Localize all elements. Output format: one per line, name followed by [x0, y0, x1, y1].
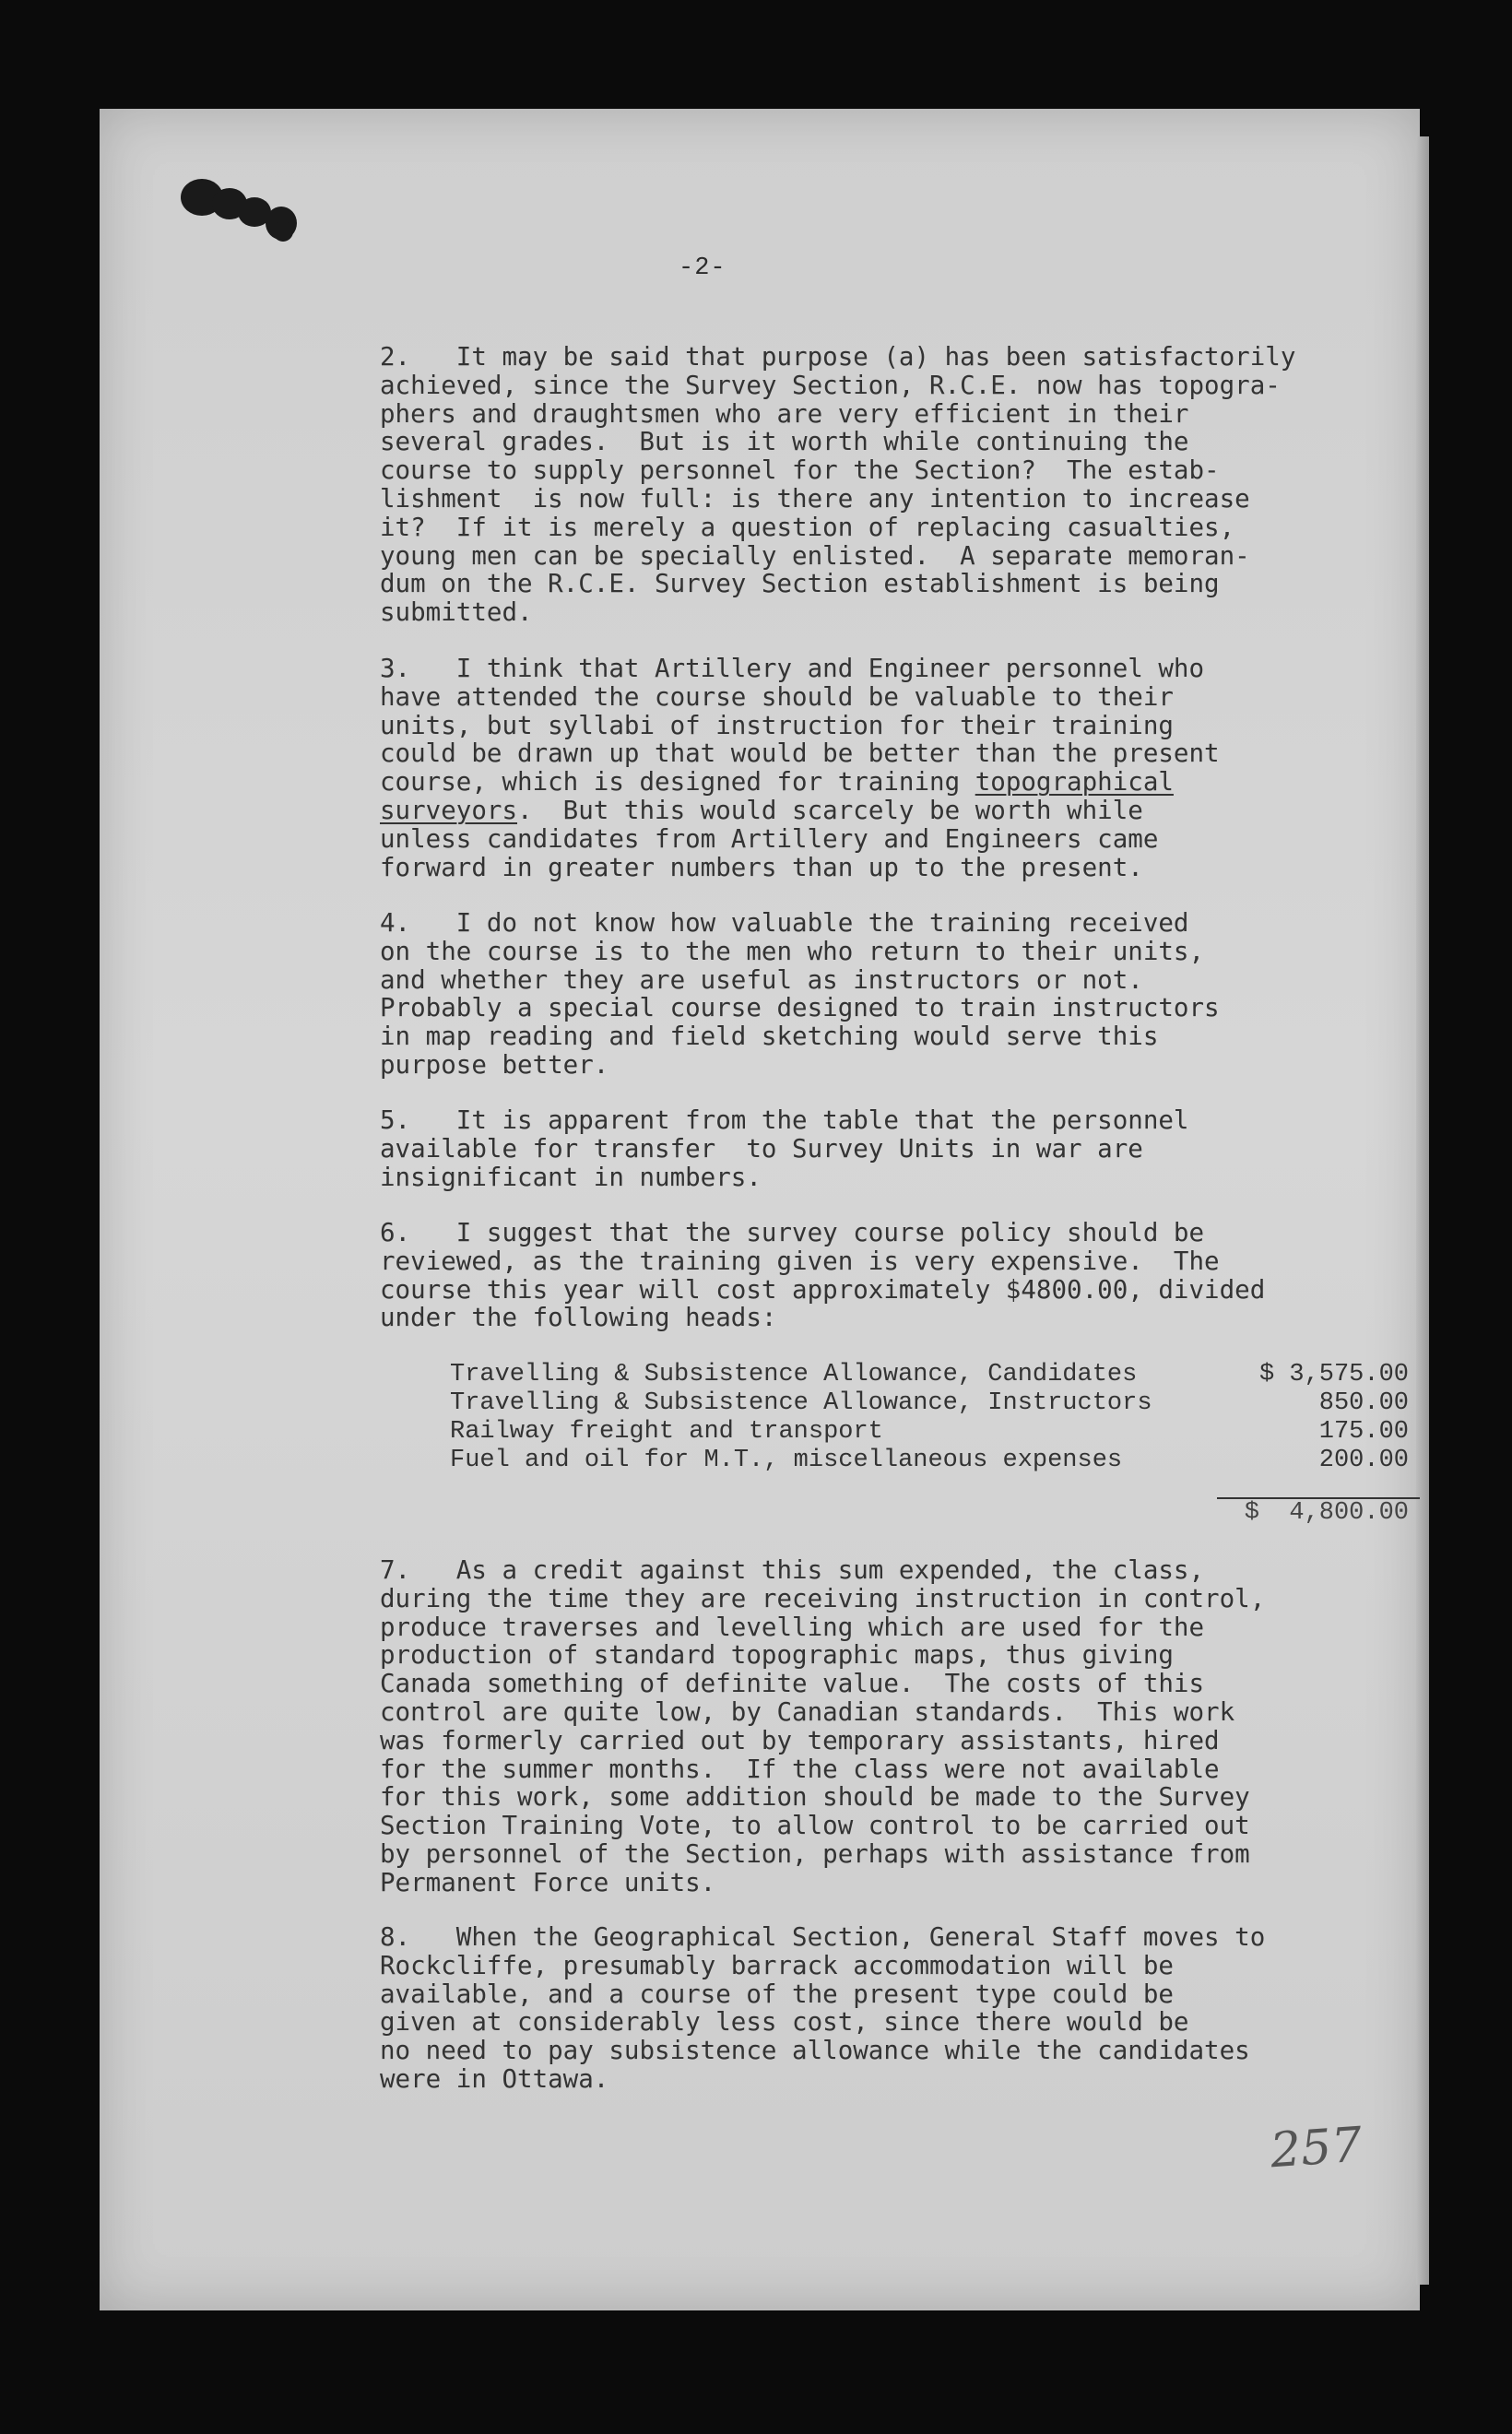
text-line: course, which is designed for training topographical — [380, 767, 1174, 798]
text-line: 8. When the Geographical Section, General Staff moves to — [380, 1922, 1266, 1952]
text-line: during the time they are receiving instruction in control, — [380, 1583, 1266, 1613]
text-line: Permanent Force units. — [380, 1867, 716, 1897]
cost-label: Travelling & Subsistence Allowance, Candidates — [450, 1361, 1138, 1388]
text-line: phers and draughtsmen who are very efficient in their — [380, 398, 1189, 429]
text-line: 7. As a credit against this sum expended, the class, — [380, 1555, 1205, 1585]
text-line: course this year will cost approximately $4800.00, divided — [380, 1274, 1266, 1305]
cost-amount: 175.00 — [1318, 1418, 1409, 1446]
text-line: in map reading and field sketching would serve this — [380, 1022, 1159, 1052]
cost-row — [450, 1389, 1409, 1418]
text-line: lishment is now full: is there any intention to increase — [380, 483, 1250, 514]
text-line: for this work, some addition should be made to the Survey — [380, 1782, 1250, 1813]
text-line: surveyors. But this would scarcely be worth while — [380, 795, 1143, 825]
text-line: could be drawn up that would be better than the present — [380, 738, 1220, 769]
text-line: were in Ottawa. — [380, 2063, 609, 2094]
text-line: under the following heads: — [380, 1303, 777, 1333]
text-line: forward in greater numbers than up to the present. — [380, 852, 1143, 882]
text-line: reviewed, as the training given is very expensive. The — [380, 1246, 1220, 1276]
text-line: available, and a course of the present type could be — [380, 1979, 1174, 2009]
text-line: Section Training Vote, to allow control to be carried out — [380, 1811, 1250, 1841]
text-line: 5. It is apparent from the table that the personnel — [380, 1105, 1189, 1135]
text-line: was formerly carried out by temporary assistants, hired — [380, 1725, 1220, 1755]
text-line: control are quite low, by Canadian standards. This work — [380, 1696, 1235, 1727]
paragraph-8 — [380, 1923, 1376, 2094]
paragraph-4 — [380, 909, 1376, 1080]
cost-row — [450, 1447, 1409, 1475]
text-line: achieved, since the Survey Section, R.C.E. now has topogra- — [380, 370, 1281, 400]
page-edge — [1416, 136, 1429, 2285]
cost-total: $ 4,800.00 — [1244, 1499, 1409, 1527]
text-line: young men can be specially enlisted. A separate memoran- — [380, 540, 1250, 571]
text-line: insignificant in numbers. — [380, 1162, 762, 1192]
text-line: given at considerably less cost, since there would be — [380, 2007, 1189, 2038]
text-line: produce traverses and levelling which are used for the — [380, 1612, 1205, 1642]
paragraph-5 — [380, 1106, 1376, 1191]
cost-amount: 200.00 — [1318, 1447, 1409, 1474]
ink-blot — [273, 221, 293, 242]
cost-amount: $ 3,575.00 — [1258, 1361, 1409, 1388]
cost-label: Travelling & Subsistence Allowance, Instructors — [450, 1389, 1152, 1417]
text-line: for the summer months. If the class were not available — [380, 1754, 1220, 1784]
text-line: purpose better. — [380, 1049, 609, 1080]
cost-amount: 850.00 — [1318, 1389, 1409, 1417]
cost-label: Fuel and oil for M.T., miscellaneous expenses — [450, 1447, 1123, 1474]
cost-label: Railway freight and transport — [450, 1418, 883, 1446]
page-number: -2- — [679, 254, 726, 282]
text-line: have attended the course should be valuable to their — [380, 681, 1174, 712]
text-line: by personnel of the Section, perhaps with assistance from — [380, 1838, 1250, 1869]
text-line: course to supply personnel for the Section? The estab- — [380, 455, 1220, 486]
text-line: 6. I suggest that the survey course policy should be — [380, 1218, 1205, 1247]
handwritten-page-number: 257 — [1269, 2117, 1364, 2180]
text-line: on the course is to the men who return to their units, — [380, 936, 1205, 966]
paragraph-2 — [380, 343, 1376, 627]
text-line: Probably a special course designed to train instructors — [380, 993, 1220, 1023]
text-line: available for transfer to Survey Units in war are — [380, 1133, 1143, 1164]
text-line: production of standard topographic maps, thus giving — [380, 1640, 1174, 1671]
cost-row — [450, 1361, 1409, 1389]
text-line: 4. I do not know how valuable the training received — [380, 908, 1189, 938]
cost-table — [450, 1361, 1409, 1475]
paragraph-7 — [380, 1556, 1376, 1897]
text-line: dum on the R.C.E. Survey Section establishment is being — [380, 569, 1220, 599]
text-line: unless candidates from Artillery and Engineers came — [380, 823, 1159, 854]
text-line: 2. It may be said that purpose (a) has been satisfactorily — [380, 342, 1296, 372]
text-line: 3. I think that Artillery and Engineer personnel who — [380, 654, 1205, 683]
paragraph-6 — [380, 1219, 1376, 1332]
text-line: Canada something of definite value. The costs of this — [380, 1669, 1205, 1699]
cost-row — [450, 1418, 1409, 1447]
text-line: Rockcliffe, presumably barrack accommodation will be — [380, 1950, 1174, 1980]
text-line: it? If it is merely a question of replacing casualties, — [380, 512, 1235, 542]
text-line: and whether they are useful as instructors or not. — [380, 964, 1143, 995]
paragraph-3 — [380, 655, 1376, 881]
text-line: units, but syllabi of instruction for their training — [380, 710, 1174, 740]
text-line: no need to pay subsistence allowance while the candidates — [380, 2036, 1250, 2066]
text-line: submitted. — [380, 597, 533, 628]
text-line: several grades. But is it worth while continuing the — [380, 427, 1189, 457]
